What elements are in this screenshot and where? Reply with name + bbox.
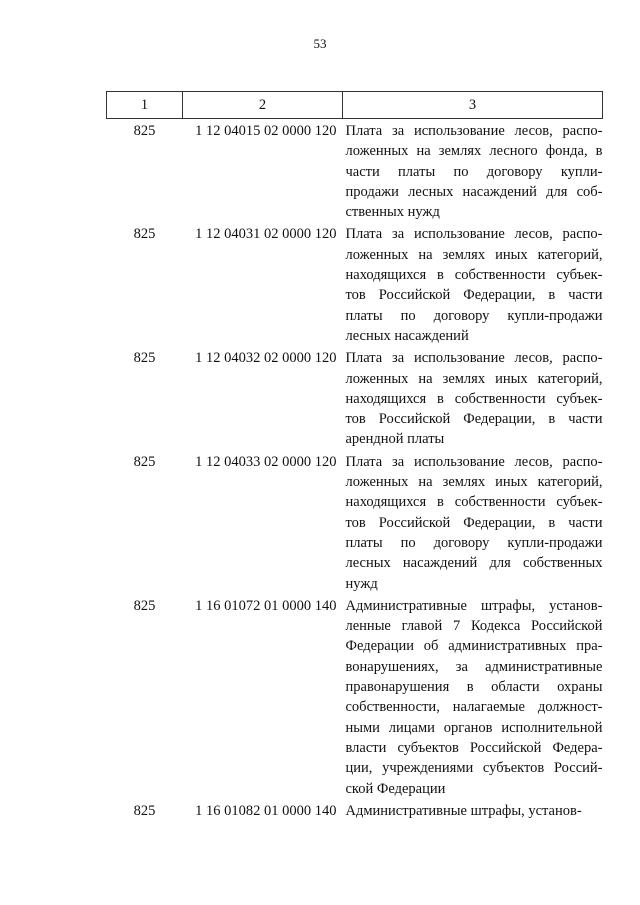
description-line: ции, учреждениями субъектов Россий- <box>345 760 603 777</box>
column-header-2: 2 <box>183 92 343 119</box>
table-row <box>107 594 603 799</box>
description-line: собственности, налагаемые должност- <box>345 699 603 716</box>
table-row <box>107 799 603 821</box>
admin-code-cell: 825 <box>133 350 156 367</box>
revenue-description-cell <box>343 119 603 223</box>
revenue-codes-table <box>106 91 603 821</box>
description-line: Плата за использование лесов, распо- <box>345 226 603 243</box>
description-line: ными лицами органов исполнительной <box>345 719 603 736</box>
description-line: ственных нужд <box>345 204 440 221</box>
description-line: платы по договору купли-продажи <box>345 307 603 324</box>
description-line: находящихся в собственности субъек- <box>345 494 603 511</box>
revenue-description-cell <box>343 222 603 346</box>
revenue-description-cell <box>343 799 603 821</box>
admin-code-cell: 825 <box>133 123 156 139</box>
revenue-description-cell <box>343 594 603 799</box>
description-line: Административные штрафы, установ- <box>345 597 603 614</box>
description-line: находящихся в собственности субъек- <box>345 267 603 284</box>
description-line: ложенных на землях иных категорий, <box>345 370 603 387</box>
budget-code-cell: 1 16 01072 01 0000 140 <box>195 597 337 614</box>
description-line: Плата за использование лесов, распо- <box>345 123 603 139</box>
description-line: Административные штрафы, установ- <box>345 802 582 819</box>
description-line: тов Российской Федерации, в части <box>345 514 603 531</box>
description-line: части платы по договору купли- <box>345 163 603 180</box>
budget-code-cell: 1 12 04031 02 0000 120 <box>195 226 337 243</box>
description-line: арендной платы <box>345 431 445 448</box>
description-line: вонарушениях, за административные <box>345 658 603 675</box>
admin-code-cell: 825 <box>133 597 156 614</box>
description-line: нужд <box>345 575 378 592</box>
table-row <box>107 222 603 346</box>
table-header-row <box>107 92 603 119</box>
column-header-1: 1 <box>107 92 183 119</box>
description-line: тов Российской Федерации, в части <box>345 287 603 304</box>
page-number: 53 <box>313 36 327 51</box>
description-line: Плата за использование лесов, распо- <box>345 453 603 470</box>
description-line: ложенных на землях иных категорий, <box>345 474 603 491</box>
admin-code-cell: 825 <box>133 453 156 470</box>
table-row <box>107 346 603 449</box>
revenue-description-cell <box>343 346 603 449</box>
admin-code-cell: 825 <box>133 802 156 819</box>
description-line: Плата за использование лесов, распо- <box>345 350 603 367</box>
description-line: Федерации об административных пра- <box>345 638 603 655</box>
description-line: ложенных на землях иных категорий, <box>345 246 603 263</box>
budget-code-cell: 1 12 04033 02 0000 120 <box>195 453 337 470</box>
table-body <box>107 119 603 822</box>
admin-code-cell: 825 <box>133 226 156 243</box>
description-line: продажи лесных насаждений для соб- <box>345 183 603 200</box>
description-line: ской Федерации <box>345 780 446 797</box>
description-line: ложенных на землях лесного фонда, в <box>345 143 603 160</box>
budget-code-cell: 1 12 04015 02 0000 120 <box>195 123 337 139</box>
table-row <box>107 119 603 223</box>
description-line: лесных насаждений <box>345 327 469 344</box>
table-row <box>107 450 603 594</box>
description-line: находящихся в собственности субъек- <box>345 390 603 407</box>
budget-code-cell: 1 12 04032 02 0000 120 <box>195 350 337 367</box>
revenue-description-cell <box>343 450 603 594</box>
description-line: платы по договору купли-продажи <box>345 534 603 551</box>
description-line: ленные главой 7 Кодекса Российской <box>345 618 603 635</box>
description-line: тов Российской Федерации, в части <box>345 411 603 428</box>
column-header-3: 3 <box>343 92 603 119</box>
budget-code-cell: 1 16 01082 01 0000 140 <box>195 802 337 819</box>
description-line: правонарушения в области охраны <box>345 679 603 696</box>
description-line: лесных насаждений для собственных <box>345 555 603 572</box>
description-line: власти субъектов Российской Федера- <box>345 739 603 756</box>
